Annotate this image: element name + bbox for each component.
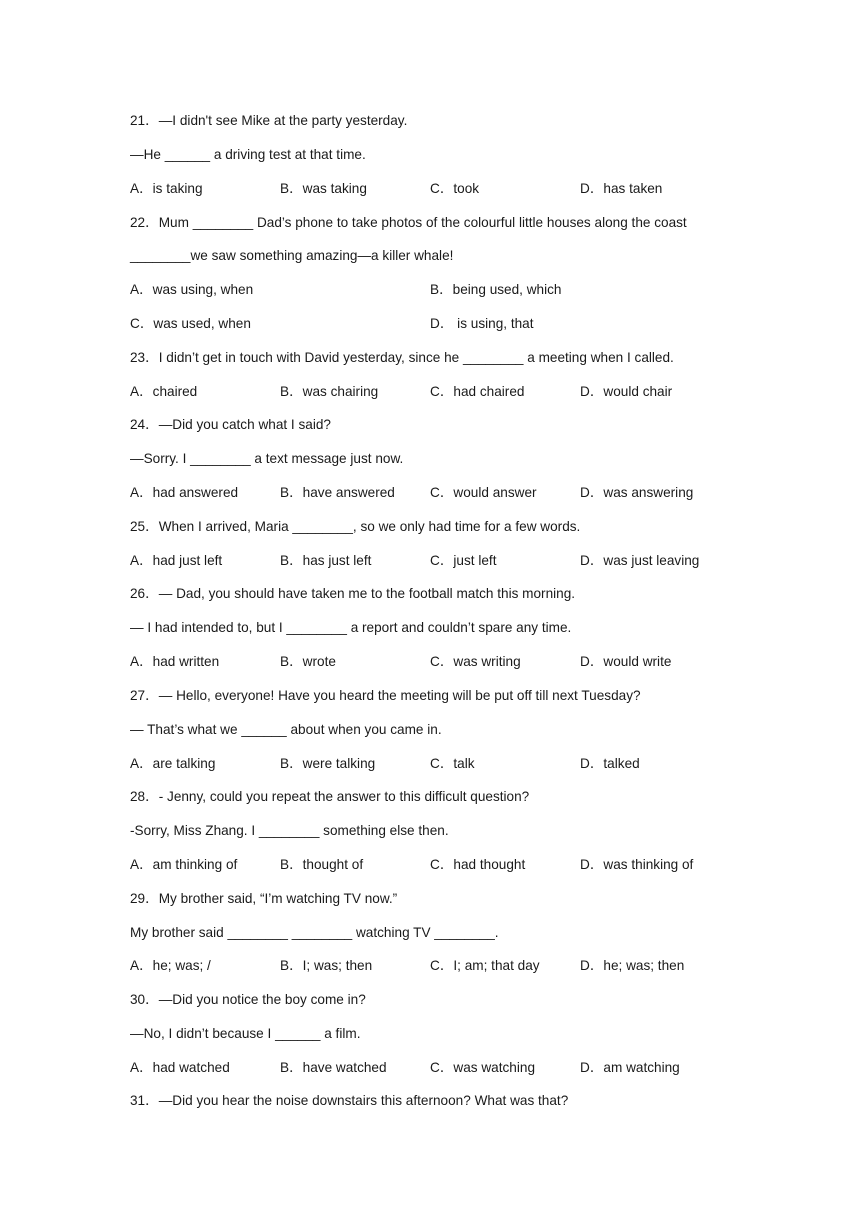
question-30-line-2: —No, I didn’t because I ______ a film. [130, 1026, 361, 1041]
question-23-stem: 23．I didn’t get in touch with David yesterday, since he ________ a meeting when I called. [130, 350, 674, 365]
question-26-line-2: — I had intended to, but I ________ a report and couldn’t spare any time. [130, 620, 572, 635]
question-23-option-a: A．chaired [130, 384, 198, 399]
question-28-option-b: B．thought of [280, 857, 364, 872]
question-28-option-c: C．had thought [430, 857, 526, 872]
question-22-line-2: ________we saw something amazing—a killer whale! [130, 248, 454, 263]
question-23-option-c: C．had chaired [430, 384, 525, 399]
question-29-option-c: C．I; am; that day [430, 958, 540, 973]
question-26-option-a: A．had written [130, 654, 220, 669]
question-21-option-b: B．was taking [280, 181, 367, 196]
question-28-stem: 28．- Jenny, could you repeat the answer to this difficult question? [130, 789, 530, 804]
question-24-option-a: A．had answered [130, 485, 239, 500]
question-31-stem: 31．—Did you hear the noise downstairs this afternoon? What was that? [130, 1093, 569, 1108]
question-22-option-b: B．being used, which [430, 282, 562, 297]
question-29-option-d: D．he; was; then [580, 958, 685, 973]
question-28-option-a: A．am thinking of [130, 857, 238, 872]
question-24-stem: 24．—Did you catch what I said? [130, 417, 331, 432]
question-22-option-d: D． is using, that [430, 316, 534, 331]
question-25-option-c: C．just left [430, 553, 497, 568]
question-26-option-d: D．would write [580, 654, 672, 669]
question-30-option-b: B．have watched [280, 1060, 387, 1075]
question-29-line-2: My brother said ________ ________ watching TV ________. [130, 925, 499, 940]
question-26-option-b: B．wrote [280, 654, 336, 669]
question-24-line-2: —Sorry. I ________ a text message just now. [130, 451, 404, 466]
question-21-option-a: A．is taking [130, 181, 203, 196]
question-24-option-d: D．was answering [580, 485, 694, 500]
question-27-option-d: D．talked [580, 756, 640, 771]
question-21-option-d: D．has taken [580, 181, 663, 196]
question-30-option-d: D．am watching [580, 1060, 680, 1075]
question-27-line-2: — That’s what we ______ about when you came in. [130, 722, 442, 737]
question-25-option-a: A．had just left [130, 553, 223, 568]
question-21-line-2: —He ______ a driving test at that time. [130, 147, 366, 162]
question-30-option-c: C．was watching [430, 1060, 536, 1075]
question-23-option-d: D．would chair [580, 384, 673, 399]
question-26-option-c: C．was writing [430, 654, 521, 669]
question-22-option-c: C．was used, when [130, 316, 251, 331]
question-21-option-c: C．took [430, 181, 480, 196]
question-27-option-a: A．are talking [130, 756, 216, 771]
question-22-option-a: A．was using, when [130, 282, 254, 297]
question-29-option-b: B．I; was; then [280, 958, 373, 973]
question-24-option-b: B．have answered [280, 485, 395, 500]
question-23-option-b: B．was chairing [280, 384, 379, 399]
question-29-stem: 29．My brother said, “I’m watching TV now.” [130, 891, 398, 906]
question-24-option-c: C．would answer [430, 485, 537, 500]
question-26-stem: 26．— Dad, you should have taken me to the football match this morning. [130, 586, 576, 601]
question-28-line-2: -Sorry, Miss Zhang. I ________ something else then. [130, 823, 449, 838]
question-21-stem: 21．—I didn't see Mike at the party yesterday. [130, 113, 408, 128]
question-25-stem: 25．When I arrived, Maria ________, so we only had time for a few words. [130, 519, 581, 534]
question-30-option-a: A．had watched [130, 1060, 230, 1075]
question-22-stem: 22．Mum ________ Dad’s phone to take photos of the colourful little houses along the coast [130, 215, 687, 230]
question-28-option-d: D．was thinking of [580, 857, 694, 872]
question-27-option-b: B．were talking [280, 756, 376, 771]
question-27-stem: 27．— Hello, everyone! Have you heard the meeting will be put off till next Tuesday? [130, 688, 641, 703]
question-25-option-b: B．has just left [280, 553, 372, 568]
question-29-option-a: A．he; was; / [130, 958, 211, 973]
question-25-option-d: D．was just leaving [580, 553, 700, 568]
question-30-stem: 30．—Did you notice the boy come in? [130, 992, 366, 1007]
question-27-option-c: C．talk [430, 756, 475, 771]
